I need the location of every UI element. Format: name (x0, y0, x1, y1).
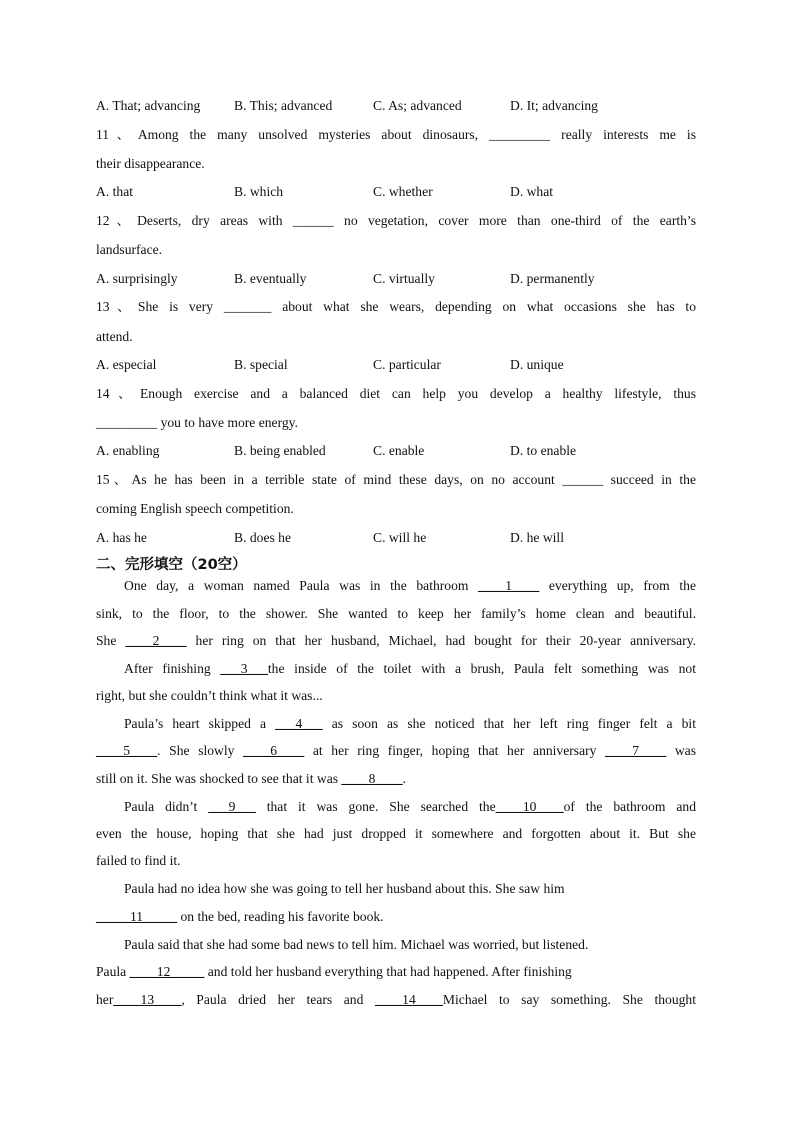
passage-text: was (666, 743, 696, 758)
q12-option-b[interactable]: B. eventually (234, 271, 307, 286)
passage-text: . (402, 771, 406, 786)
passage-line-10: even the house, hoping that she had just dropped it somewhere and forgotten about it. But she (96, 826, 696, 841)
blank-14[interactable]: ____14____ (374, 992, 443, 1007)
passage-line-8 (96, 770, 696, 788)
passage-line-14 (96, 936, 696, 954)
passage-text: still on it. She was shocked to see that it was (96, 771, 342, 786)
passage-line-12 (96, 880, 696, 898)
blank-2[interactable]: ____2____ (125, 633, 187, 648)
passage-text: the inside of the toilet with a brush, Paula felt something was not (267, 661, 696, 676)
q15-option-d[interactable]: D. he will (510, 530, 564, 545)
passage-line-15 (96, 963, 696, 981)
q15-text: 15、As he has been in a terrible state of mind these days, on no account (96, 472, 563, 487)
passage-line-4 (96, 660, 696, 678)
q10-option-a[interactable]: A. That; advancing (96, 98, 201, 113)
passage-text: After finishing (124, 661, 221, 676)
q12-text: 12、Deserts, dry areas with (96, 213, 293, 228)
passage-line-13 (96, 908, 696, 926)
blank-8[interactable]: ____8____ (341, 771, 403, 786)
blank-10[interactable]: ____10____ (495, 799, 564, 814)
passage-line-16 (96, 991, 696, 1009)
passage-text: . She slowly (157, 743, 244, 758)
q11-stem-line2: their disappearance. (96, 156, 205, 171)
passage-text: that it was gone. She searched the (255, 799, 496, 814)
passage-line-2: sink, to the floor, to the shower. She wanted to keep her family’s home clean and beautiful. (96, 606, 696, 621)
q10-option-b[interactable]: B. This; advanced (234, 98, 333, 113)
passage-text: Michael to say something. She thought (442, 992, 696, 1007)
q15-stem-line2: coming English speech competition. (96, 501, 294, 516)
q14-text-end: you to have more energy. (157, 415, 298, 430)
q13-option-d[interactable]: D. unique (510, 357, 564, 372)
passage-text: her (96, 992, 114, 1007)
blank-4[interactable]: ___4___ (275, 716, 323, 731)
q11-text-end: really interests me is (550, 127, 696, 142)
passage-line-9 (96, 798, 696, 816)
passage-text: on the bed, reading his favorite book. (177, 909, 384, 924)
q14-option-a[interactable]: A. enabling (96, 443, 160, 458)
q11-blank: _________ (489, 127, 551, 142)
passage-line-11: failed to find it. (96, 853, 181, 868)
passage-text: and told her husband everything that had happened. After finishing (204, 964, 572, 979)
passage-text: of the bathroom and (563, 799, 696, 814)
passage-text: her ring on that her husband, Michael, had bought for their 20-year anniversary. (186, 633, 697, 648)
blank-9[interactable]: ___9___ (208, 799, 256, 814)
blank-13[interactable]: ____13____ (113, 992, 182, 1007)
section-2-heading: 二、完形填空（20空） (96, 557, 247, 573)
passage-line-6 (96, 715, 696, 733)
passage-text: One day, a woman named Paula was in the bathroom (124, 578, 479, 593)
q12-blank: ______ (292, 213, 334, 228)
q12-text-end: no vegetation, cover more than one-third of the earth’s (333, 213, 696, 228)
passage-line-1 (96, 577, 696, 595)
q13-option-c[interactable]: C. particular (373, 357, 441, 372)
blank-12[interactable]: ____12_____ (129, 964, 205, 979)
q13-stem-line2: attend. (96, 329, 133, 344)
q13-stem-line1 (96, 298, 696, 316)
passage-text: everything up, from the (539, 578, 696, 593)
q11-option-b[interactable]: B. which (234, 184, 284, 199)
passage-line-5: right, but she couldn’t think what it was... (96, 688, 323, 703)
q13-option-b[interactable]: B. special (234, 357, 288, 372)
q10-option-d[interactable]: D. It; advancing (510, 98, 598, 113)
q14-blank: _________ (96, 415, 158, 430)
q11-option-a[interactable]: A. that (96, 184, 133, 199)
passage-line-7 (96, 742, 696, 760)
q13-option-a[interactable]: A. especial (96, 357, 157, 372)
q12-stem-line1 (96, 212, 696, 230)
blank-7[interactable]: ____7____ (605, 743, 667, 758)
q15-option-c[interactable]: C. will he (373, 530, 427, 545)
q12-stem-line2: landsurface. (96, 242, 163, 257)
q10-option-c[interactable]: C. As; advanced (373, 98, 462, 113)
q15-option-a[interactable]: A. has he (96, 530, 147, 545)
passage-text: , Paula dried her tears and (181, 992, 375, 1007)
q11-option-c[interactable]: C. whether (373, 184, 433, 199)
passage-text: as soon as she noticed that her left ring finger felt a bit (322, 716, 696, 731)
passage-line-3 (96, 632, 696, 650)
q15-option-b[interactable]: B. does he (234, 530, 292, 545)
passage-text: She (96, 633, 126, 648)
q13-text: 13、She is very (96, 299, 224, 314)
q14-option-d[interactable]: D. to enable (510, 443, 577, 458)
q11-text: 11、Among the many unsolved mysteries about dinosaurs, (96, 127, 490, 142)
q12-option-d[interactable]: D. permanently (510, 271, 595, 286)
q13-text-end: about what she wears, depending on what occasions she has to (271, 299, 696, 314)
q15-blank: ______ (562, 472, 604, 487)
blank-6[interactable]: ____6____ (243, 743, 305, 758)
passage-text: Paula (96, 964, 130, 979)
passage-text: Paula said that she had some bad news to tell him. Michael was worried, but listened. (124, 937, 589, 952)
passage-text: Paula had no idea how she was going to tell her husband about this. She saw him (124, 881, 565, 896)
q13-blank: _______ (223, 299, 272, 314)
q15-stem-line1 (96, 471, 696, 489)
q14-option-b[interactable]: B. being enabled (234, 443, 326, 458)
blank-5[interactable]: ____5____ (96, 743, 158, 758)
q14-stem-line2 (96, 414, 696, 432)
q12-option-a[interactable]: A. surprisingly (96, 271, 178, 286)
q11-option-d[interactable]: D. what (510, 184, 554, 199)
blank-11[interactable]: _____11_____ (96, 909, 178, 924)
passage-text: Paula didn’t (124, 799, 209, 814)
blank-1[interactable]: ____1____ (478, 578, 540, 593)
passage-text: Paula’s heart skipped a (124, 716, 276, 731)
q14-stem-line1: 14、Enough exercise and a balanced diet can help you develop a healthy lifestyle, thus (96, 386, 696, 401)
passage-text: at her ring finger, hoping that her anniversary (304, 743, 606, 758)
blank-3[interactable]: ___3___ (220, 661, 268, 676)
q12-option-c[interactable]: C. virtually (373, 271, 435, 286)
q11-stem-line1 (96, 126, 696, 144)
q14-option-c[interactable]: C. enable (373, 443, 425, 458)
q15-text-end: succeed in the (603, 472, 696, 487)
